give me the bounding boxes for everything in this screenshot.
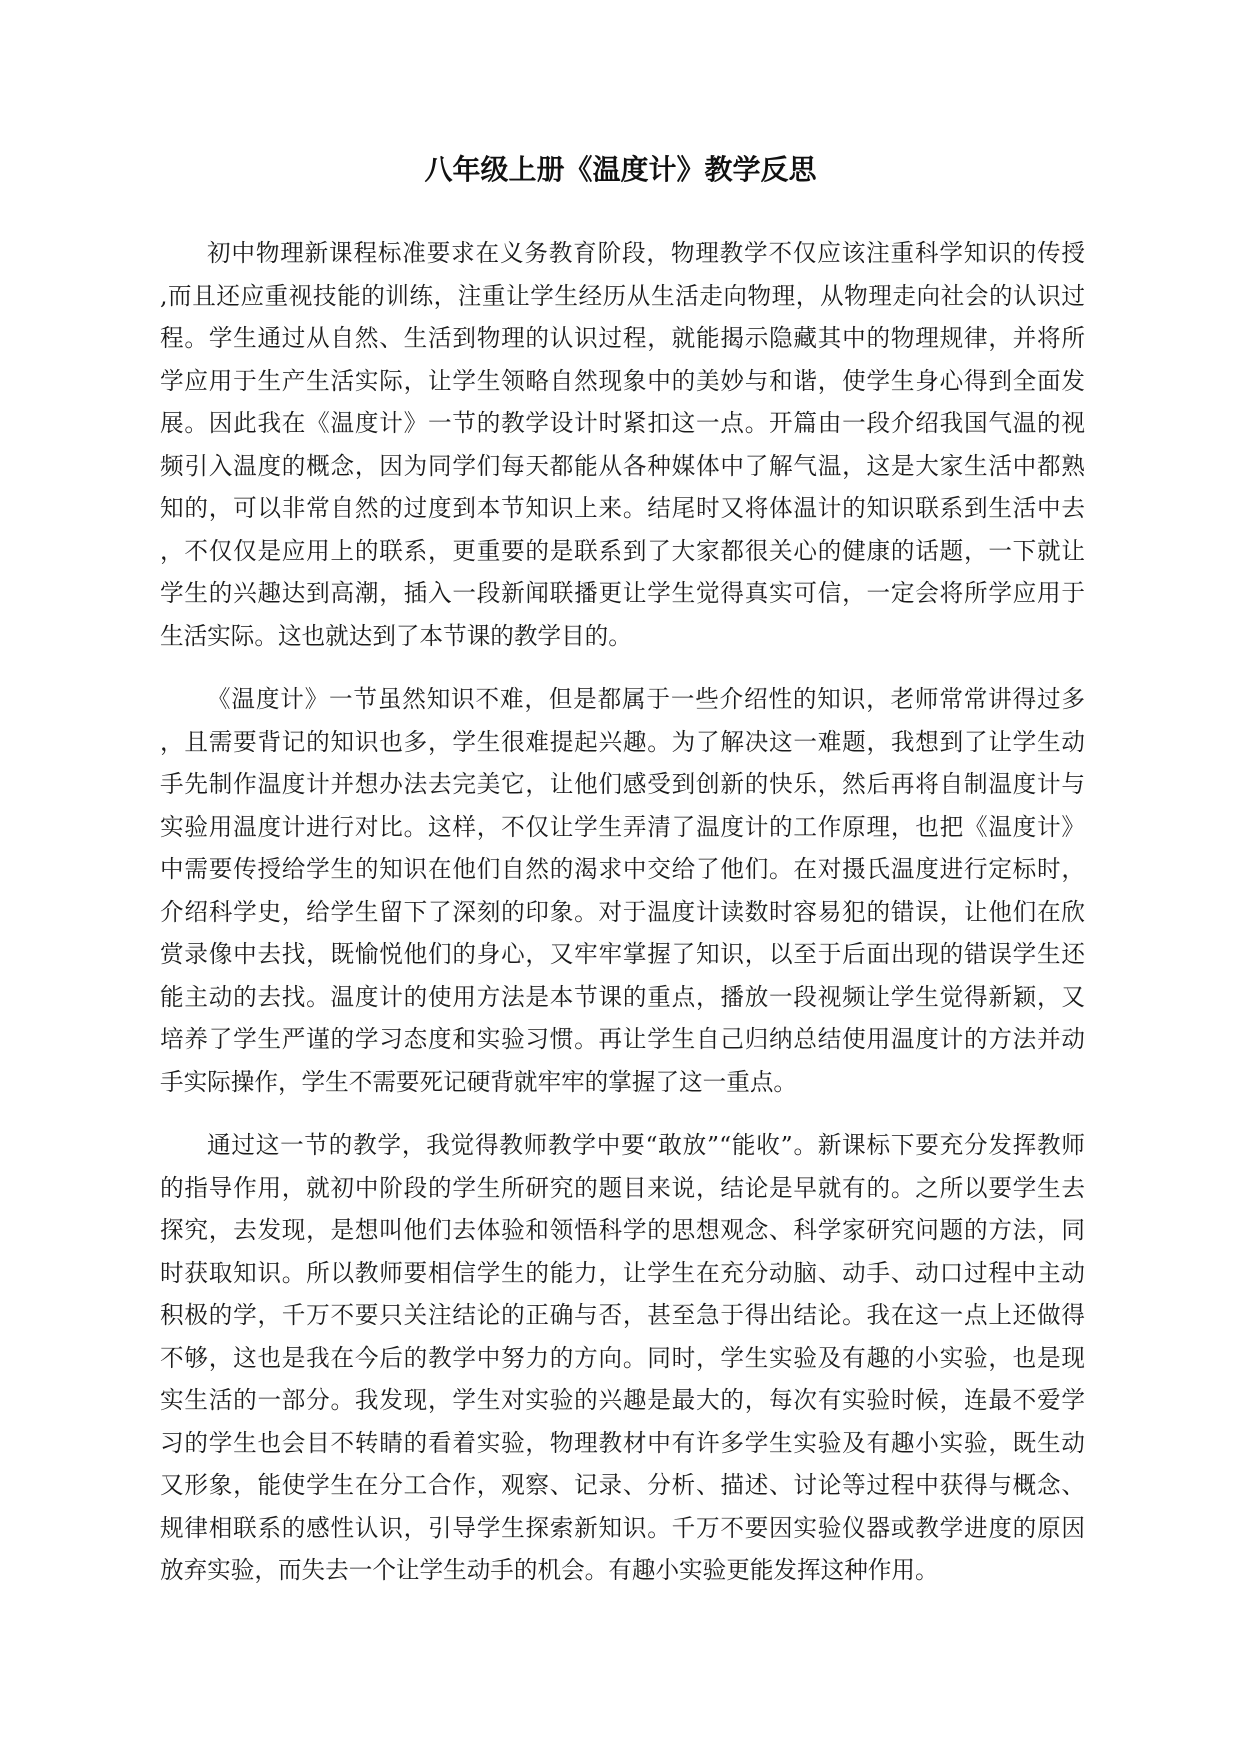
paragraph-line: 能主动的去找。温度计的使用方法是本节课的重点，播放一段视频让学生觉得新颖，又: [160, 982, 1085, 1011]
paragraph-line: 展。因此我在《温度计》一节的教学设计时紧扣这一点。开篇由一段介绍我国气温的视: [160, 409, 1085, 437]
paragraph-line: 生活实际。这也就达到了本节课的教学目的。: [160, 621, 632, 650]
paragraph-line: 习的学生也会目不转睛的看着实验，物理教材中有许多学生实验及有趣小实验，既生动: [160, 1428, 1085, 1457]
paragraph-line: 时获取知识。所以教师要相信学生的能力，让学生在充分动脑、动手、动口过程中主动: [160, 1258, 1085, 1287]
paragraph-line: 又形象，能使学生在分工合作，观察、记录、分析、描述、讨论等过程中获得与概念、: [160, 1471, 1085, 1499]
paragraph-line: 《温度计》一节虽然知识不难，但是都属于一些介绍性的知识，老师常常讲得过多: [207, 685, 1085, 713]
paragraph-line: ，且需要背记的知识也多，学生很难提起兴趣。为了解决这一难题，我想到了让学生动: [160, 727, 1085, 756]
paragraph-line: 实生活的一部分。我发现，学生对实验的兴趣是最大的，每次有实验时候，连最不爱学: [160, 1386, 1085, 1414]
paragraph-line: 赏录像中去找，既愉悦他们的身心，又牢牢掌握了知识，以至于后面出现的错误学生还: [160, 940, 1085, 968]
paragraph-line: 频引入温度的概念，因为同学们每天都能从各种媒体中了解气温，这是大家生活中都熟: [160, 451, 1085, 480]
paragraph-line: 培养了学生严谨的学习态度和实验习惯。再让学生自己归纳总结使用温度计的方法并动: [160, 1025, 1085, 1053]
paragraph-line: 规律相联系的感性认识，引导学生探索新知识。千万不要因实验仪器或教学进度的原因: [160, 1513, 1085, 1542]
paragraph-1: [160, 232, 1085, 657]
paragraph-line: 不够，这也是我在今后的教学中努力的方向。同时，学生实验及有趣的小实验，也是现: [160, 1343, 1085, 1372]
document-body: [160, 232, 1085, 1613]
paragraph-line: 介绍科学史，给学生留下了深刻的印象。对于温度计读数时容易犯的错误，让他们在欣: [160, 897, 1085, 926]
document-title: 八年级上册《温度计》教学反思: [424, 153, 817, 186]
paragraph-line: 学生的兴趣达到高潮，插入一段新闻联播更让学生觉得真实可信，一定会将所学应用于: [160, 579, 1085, 607]
paragraph-line: ,而且还应重视技能的训练，注重让学生经历从生活走向物理，从物理走向社会的认识过: [160, 281, 1085, 310]
paragraph-line: 程。学生通过从自然、生活到物理的认识过程，就能揭示隐藏其中的物理规律，并将所: [160, 324, 1085, 352]
paragraph-line: 积极的学，千万不要只关注结论的正确与否，甚至急于得出结论。我在这一点上还做得: [160, 1301, 1085, 1329]
paragraph-line: 的指导作用，就初中阶段的学生所研究的题目来说，结论是早就有的。之所以要学生去: [160, 1173, 1085, 1202]
paragraph-line: 探究，去发现，是想叫他们去体验和领悟科学的思想观念、科学家研究问题的方法，同: [160, 1216, 1085, 1244]
paragraph-line: 手实际操作，学生不需要死记硬背就牢牢的掌握了这一重点。: [160, 1067, 798, 1096]
paragraph-line: 放弃实验，而失去一个让学生动手的机会。有趣小实验更能发挥这种作用。: [160, 1556, 939, 1584]
paragraph-line: 手先制作温度计并想办法去完美它，让他们感受到创新的快乐，然后再将自制温度计与: [160, 770, 1085, 798]
paragraph-3: [160, 1124, 1085, 1592]
paragraph-2: [160, 678, 1085, 1103]
paragraph-line: 知的，可以非常自然的过度到本节知识上来。结尾时又将体温计的知识联系到生活中去: [160, 494, 1085, 522]
paragraph-line: ，不仅仅是应用上的联系，更重要的是联系到了大家都很关心的健康的话题，一下就让: [160, 536, 1085, 565]
paragraph-line: 实验用温度计进行对比。这样，不仅让学生弄清了温度计的工作原理，也把《温度计》: [160, 812, 1085, 841]
paragraph-line: 初中物理新课程标准要求在义务教育阶段，物理教学不仅应该注重科学知识的传授: [207, 239, 1085, 267]
paragraph-line: 通过这一节的教学，我觉得教师教学中要“敢放”“能收”。新课标下要充分发挥教师: [207, 1131, 1085, 1159]
paragraph-line: 学应用于生产生活实际，让学生领略自然现象中的美妙与和谐，使学生身心得到全面发: [160, 366, 1085, 395]
paragraph-line: 中需要传授给学生的知识在他们自然的渴求中交给了他们。在对摄氏温度进行定标时，: [160, 855, 1085, 883]
